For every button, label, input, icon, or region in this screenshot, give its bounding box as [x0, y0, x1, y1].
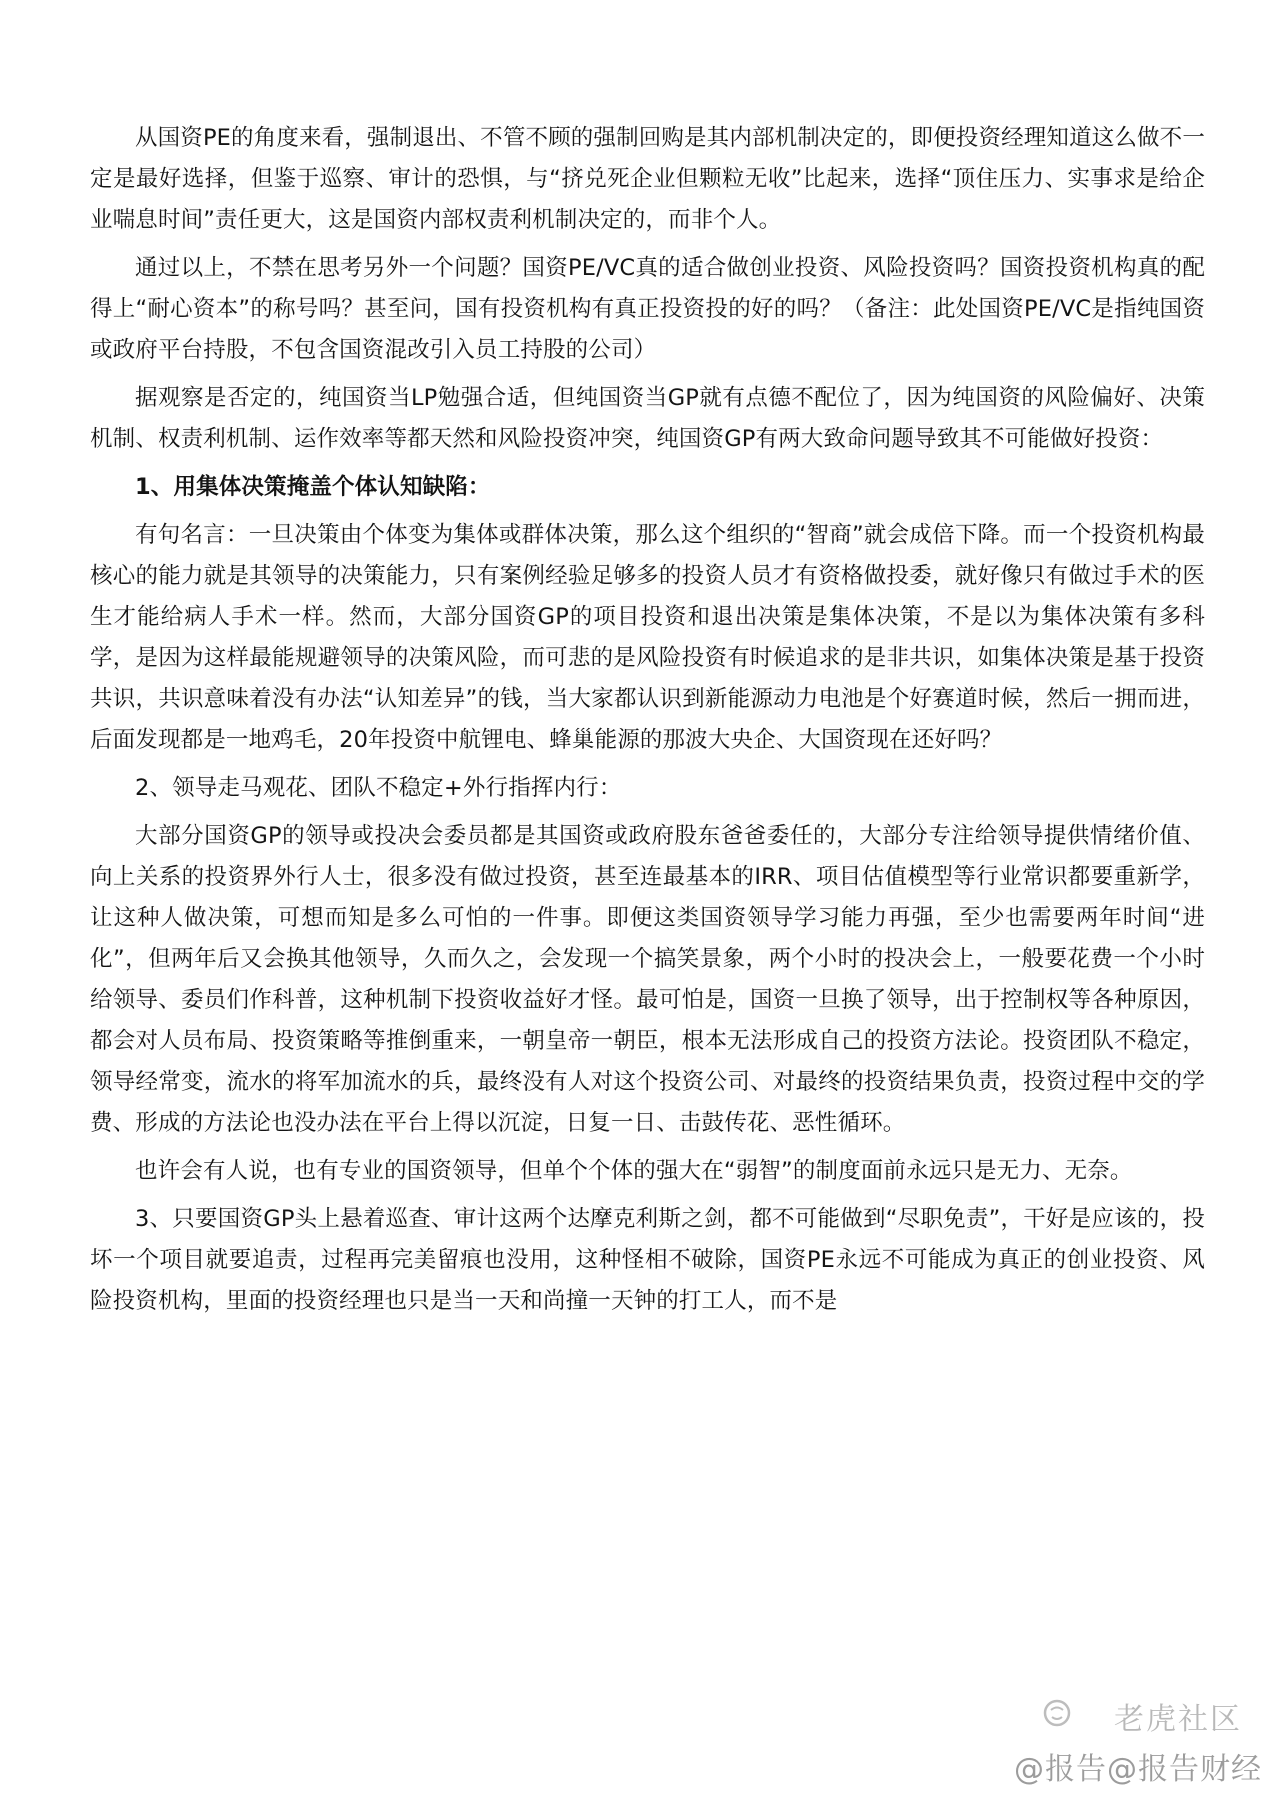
- watermark-account: @报告@报告财经: [1014, 1752, 1262, 1787]
- paragraph-1: 从国资PE的角度来看，强制退出、不管不顾的强制回购是其内部机制决定的，即便投资经理知道这么做不一定是最好选择，但鉴于巡察、审计的恐惧，与“挤兑死企业但颗粒无收”比起来，选择“顶住压力、实事求是给企业喘息时间”责任更大，这是国资内部权责利机制决定的，而非个人。: [90, 125, 1205, 233]
- paragraph-7: 3、只要国资GP头上悬着巡查、审计这两个达摩克利斯之剑，都不可能做到“尽职免责”，干好是应该的，投坏一个项目就要追责，过程再完美留痕也没用，这种怪相不破除，国资PE永远不可能成为真正的创业投资、风险投资机构，里面的投资经理也只是当一天和尚撞一天钟的打工人，而不是: [90, 1206, 1205, 1314]
- paragraph-6: 也许会有人说，也有专业的国资领导，但单个个体的强大在“弱智”的制度面前永远只是无力、无奈。: [135, 1158, 1133, 1184]
- section-heading-1: 1、用集体决策掩盖个体认知缺陷：: [135, 474, 491, 500]
- paragraph-2: 通过以上，不禁在思考另外一个问题？国资PE/VC真的适合做创业投资、风险投资吗？国资投资机构真的配得上“耐心资本”的称号吗？甚至问，国有投资机构有真正投资投的好的吗？（备注：此处国资PE/VC是指纯国资或政府平台持股，不包含国资混改引入员工持股的公司）: [90, 255, 1205, 363]
- paragraph-5: 大部分国资GP的领导或投决会委员都是其国资或政府股东爸爸委任的，大部分专注给领导提供情绪价值、向上关系的投资界外行人士，很多没有做过投资，甚至连最基本的IRR、项目估值模型等行业常识都要重新学，让这种人做决策，可想而知是多么可怕的一件事。即便这类国资领导学习能力再强，至少也需要两年时间“进化”，但两年后又会换其他领导，久而久之，会发现一个搞笑景象，两个小时的投决会上，一般要花费一个小时给领导、委员们作科普，这种机制下投资收益好才怪。最可怕是，国资一旦换了领导，出于控制权等各种原因，都会对人员布局、投资策略等推倒重来，一朝皇帝一朝臣，根本无法形成自己的投资方法论。投资团队不稳定，领导经常变，流水的将军加流水的兵，最终没有人对这个投资公司、对最终的投资结果负责，投资过程中交的学费、形成的方法论也没办法在平台上得以沉淀，日复一日、击鼓传花、恶性循环。: [90, 823, 1205, 1136]
- tiger-logo-icon: [1042, 1698, 1072, 1728]
- watermark-community: 老虎社区: [1114, 1702, 1242, 1737]
- section-heading-2: 2、领导走马观花、团队不稳定+外行指挥内行：: [135, 775, 622, 801]
- document-body: [90, 118, 1205, 1329]
- paragraph-4: 有句名言：一旦决策由个体变为集体或群体决策，那么这个组织的“智商”就会成倍下降。而一个投资机构最核心的能力就是其领导的决策能力，只有案例经验足够多的投资人员才有资格做投委，就好像只有做过手术的医生才能给病人手术一样。然而，大部分国资GP的项目投资和退出决策是集体决策，不是以为集体决策有多科学，是因为这样最能规避领导的决策风险，而可悲的是风险投资有时候追求的是非共识，如集体决策是基于投资共识，共识意味着没有办法“认知差异”的钱，当大家都认识到新能源动力电池是个好赛道时候，然后一拥而进，后面发现都是一地鸡毛，20年投资中航锂电、蜂巢能源的那波大央企、大国资现在还好吗？: [90, 522, 1205, 753]
- watermark: [1002, 1692, 1262, 1802]
- paragraph-3: 据观察是否定的，纯国资当LP勉强合适，但纯国资当GP就有点德不配位了，因为纯国资的风险偏好、决策机制、权责利机制、运作效率等都天然和风险投资冲突，纯国资GP有两大致命问题导致其不可能做好投资：: [90, 385, 1205, 452]
